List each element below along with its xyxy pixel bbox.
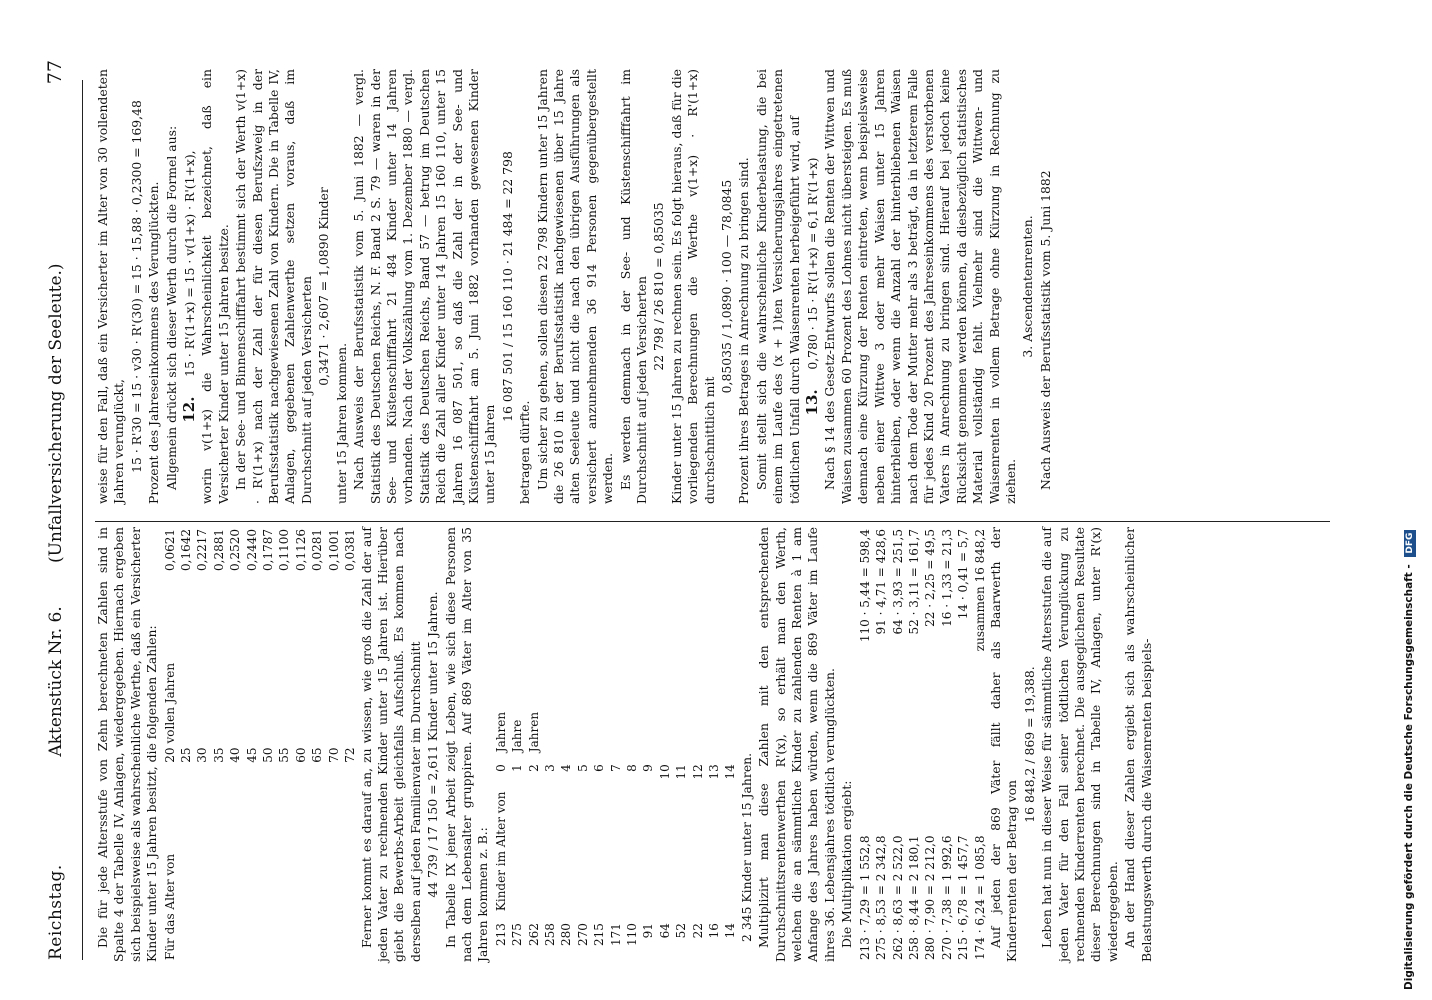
kids-unit xyxy=(575,706,591,758)
kids-unit: Jahren xyxy=(526,711,541,753)
equation-2: 15 · R'(1+x) = 15 · v(1+x) · R'(1+x), xyxy=(182,150,198,377)
frac3-result: · 21 484 = 22 798 xyxy=(499,151,515,264)
kids-age: 3 xyxy=(542,764,557,772)
kids-row xyxy=(542,706,558,952)
right-para-7: betragen dürfte. xyxy=(517,400,533,504)
digitization-note xyxy=(1403,0,1429,1000)
age-value: 30 xyxy=(195,747,210,763)
age-table xyxy=(162,527,359,962)
age-value: 60 xyxy=(293,747,308,763)
kids-age: 7 xyxy=(608,764,623,772)
kids-unit xyxy=(542,706,558,758)
age-label xyxy=(293,604,309,746)
kids-n: 171 xyxy=(608,923,623,946)
kids-n: 52 xyxy=(674,923,689,939)
age-value: 20 xyxy=(162,747,177,763)
mult-right: zusammen 16 848,2 xyxy=(972,529,987,652)
kids-age: 5 xyxy=(575,764,590,772)
frac4-result: = 0,85035 xyxy=(651,202,667,268)
kids-unit xyxy=(624,706,640,758)
kids-n: 280 xyxy=(559,923,574,946)
right-para-1: weise für den Fall, daß ein Versicherter im Alter von 30 vollendeten Jahren verunglückt, xyxy=(95,69,127,504)
age-intro xyxy=(227,778,243,962)
kids-row xyxy=(558,706,574,952)
kids-age: 1 xyxy=(510,764,525,772)
kids-n: 16 xyxy=(707,923,722,939)
kids-row xyxy=(509,706,525,952)
age-row xyxy=(162,527,178,962)
frac1-result: = 2,611 Kinder unter 15 Jahren. xyxy=(425,591,441,795)
mult-left: 215 · 6,78 = 1 457,7 xyxy=(956,835,971,960)
multiplication-table xyxy=(857,527,988,962)
kids-text: Kinder im Alter von xyxy=(493,791,508,912)
mult-left: 213 · 7,29 = 1 552,8 xyxy=(857,835,872,960)
mult-right: 64 · 3,93 = 251,5 xyxy=(890,529,905,635)
kids-age: 2 xyxy=(526,764,541,772)
kids-n: 91 xyxy=(641,923,656,939)
probability-value: 0,2520 xyxy=(228,529,243,571)
right-para-6: Nach Ausweis der Berufsstatistik vom 5. Juni 1882 — vergl. Statistik des Deutschen Reichs, N. F. Band 2 S. 79 — waren in der See- und Küstenschifffahrt 21 484 Kinder unter 14 Jahren vorhanden. Nach der Volkszählung vom 1. Dezember 1880 — vergl. Statistik des Deutschen Reichs, Band 57 — betrug im Deutschen Reich die Zahl aller Kinder unter 14 Jahren 15 160 110, unter 15 Jahren 16 087 501, so daß die Zahl der in der See- und Küstenschifffahrt am 5. Juni 1882 vorhanden gewesenen Kinder unter 15 Jahren xyxy=(351,69,498,504)
right-column xyxy=(95,69,1055,504)
age-value: 25 xyxy=(179,747,194,763)
kids-age: 11 xyxy=(674,764,689,780)
probability-value: 0,0281 xyxy=(310,529,325,571)
mult-right: 16 · 1,33 = 21,3 xyxy=(939,529,954,627)
kids-text xyxy=(722,785,738,917)
equation-12 xyxy=(181,69,198,504)
age-intro: Für das Alter von xyxy=(162,853,177,960)
kids-n: 64 xyxy=(657,923,672,939)
kids-n: 275 xyxy=(510,923,525,946)
age-row xyxy=(211,527,227,962)
kids-row xyxy=(624,706,640,952)
age-value: 72 xyxy=(343,747,358,763)
mult-left: 262 · 8,63 = 2 522,0 xyxy=(890,835,905,960)
left-column xyxy=(95,527,1156,962)
kids-unit xyxy=(657,706,673,758)
age-label xyxy=(178,604,194,746)
age-intro xyxy=(194,778,210,962)
fraction-3: 16 087 501 / 15 160 110 · 21 484 = 22 798 xyxy=(499,151,515,422)
kids-n: 110 xyxy=(625,923,639,946)
probability-value: 0,0381 xyxy=(343,529,358,571)
age-label xyxy=(260,604,276,746)
kids-text xyxy=(591,785,607,917)
age-row xyxy=(244,527,260,962)
kids-age: 13 xyxy=(707,764,722,780)
mult-left: 258 · 8,44 = 2 180,1 xyxy=(906,835,921,960)
probability-value: 0,1100 xyxy=(277,529,292,571)
page-number: 77 xyxy=(44,60,66,85)
frac2-den: 869 xyxy=(1021,731,1037,756)
mult-left: 280 · 7,90 = 2 212,0 xyxy=(923,835,938,960)
mult-right: 22 · 2,25 = 49,5 xyxy=(923,529,938,627)
column-divider xyxy=(95,521,1330,522)
probability-value: 0,1642 xyxy=(179,529,194,571)
age-intro xyxy=(211,778,227,962)
age-value: 50 xyxy=(261,747,276,763)
mult-row xyxy=(857,527,873,962)
kids-age: 14 xyxy=(723,764,738,780)
kids-n: 270 xyxy=(575,923,590,946)
frac1-den: 17 150 xyxy=(425,798,441,843)
right-para-5: unter 15 Jahren kommen. xyxy=(333,342,349,504)
kids-row xyxy=(690,706,706,952)
kids-text xyxy=(673,785,689,917)
age-value: 40 xyxy=(228,747,243,763)
kids-row xyxy=(493,706,509,952)
section-12-label: 12. xyxy=(180,396,199,423)
kids-text xyxy=(542,785,558,917)
frac2-num: 16 848,2 xyxy=(1021,767,1037,823)
kids-text xyxy=(624,785,640,917)
kids-age: 8 xyxy=(625,764,639,772)
header-reichstag: Reichstag. xyxy=(46,864,66,960)
kids-row xyxy=(575,706,591,952)
age-value: 35 xyxy=(211,747,226,763)
section-13-label: 13. xyxy=(803,389,822,416)
mult-left: 270 · 7,38 = 1 992,6 xyxy=(939,835,954,960)
right-para-11: Prozent ihres Betrages in Anrechnung zu bringen sind. xyxy=(736,157,752,504)
mult-left: 174 · 6,24 = 1 085,8 xyxy=(972,835,987,960)
kids-n: 213 xyxy=(493,923,508,946)
mult-right: 14 · 0,41 = 5,7 xyxy=(956,529,971,620)
kids-age: 9 xyxy=(641,764,656,772)
age-row xyxy=(309,527,325,962)
mult-row xyxy=(873,527,889,962)
age-row xyxy=(276,527,292,962)
probability-value: 0,1001 xyxy=(326,529,341,571)
kids-age: 6 xyxy=(592,764,607,772)
kids-n: 215 xyxy=(592,923,607,946)
age-label xyxy=(276,604,292,746)
age-intro xyxy=(326,778,342,962)
frac5-den: 1,0890 xyxy=(719,286,735,331)
age-intro xyxy=(276,778,292,962)
kids-text xyxy=(509,785,525,917)
age-label xyxy=(326,604,342,746)
right-para-10: Kinder unter 15 Jahren zu rechnen sein. Es folgt hieraus, daß für die vorliegenden Berechnungen die Werthe v(1+x) · R'(1+x) durchschnittlich mit xyxy=(668,69,717,504)
kids-row xyxy=(706,706,722,952)
kids-row xyxy=(591,706,607,952)
age-value: 45 xyxy=(244,747,259,763)
age-row xyxy=(227,527,243,962)
kids-n: 14 xyxy=(723,923,738,939)
kids-text xyxy=(608,785,624,917)
kids-unit xyxy=(608,706,624,758)
equation-3: 0,3471 · 2,607 = 1,0890 Kinder xyxy=(316,187,332,386)
mult-right: 110 · 5,44 = 598,4 xyxy=(857,529,872,643)
mult-row xyxy=(939,527,955,962)
left-para-5: Auf jeden der 869 Väter fällt daher als Baarwerth der Kinderrenten der Betrag von xyxy=(987,527,1020,962)
age-label xyxy=(342,604,358,746)
mult-right: 91 · 4,71 = 428,6 xyxy=(874,529,889,635)
frac3-den: 15 160 110 xyxy=(499,267,515,339)
kids-sum: 2 345 Kinder unter 15 Jahren. xyxy=(738,752,754,942)
kids-unit xyxy=(591,706,607,758)
right-para-1b: Prozent des Jahreseinkommens des Verunglückten. xyxy=(146,181,162,504)
kids-unit xyxy=(722,706,738,758)
right-para-2: Allgemein drückt sich dieser Werth durch die Formel aus: xyxy=(163,125,179,490)
age-intro xyxy=(309,778,325,962)
header-subject: (Unfallversicherung der Seeleute.) xyxy=(46,263,66,564)
kids-text xyxy=(706,785,722,917)
kids-table xyxy=(493,706,739,952)
frac5-num: 0,85035 xyxy=(719,342,735,394)
kids-n: 22 xyxy=(690,923,705,939)
equation-13 xyxy=(804,69,821,504)
fraction-1: 44 739 / 17 150 = 2,611 Kinder unter 15 Jahren. xyxy=(425,591,441,898)
age-intro xyxy=(293,778,309,962)
header-aktenstueck: Aktenstück Nr. 6. xyxy=(46,606,66,757)
mult-row xyxy=(972,527,988,962)
kids-text xyxy=(526,785,542,917)
equation-4: 0,780 · 15 · R'(1+x) = 6,1 R'(1+x) xyxy=(805,157,821,370)
digitization-text: Digitalisierung gefördert durch die Deutsche Forschungsgemeinschaft - xyxy=(1403,564,1415,990)
age-value: 70 xyxy=(326,747,341,763)
subsection-heading: 3. Ascendentenrenten. xyxy=(1020,215,1036,358)
age-row xyxy=(260,527,276,962)
kids-text xyxy=(690,785,706,917)
fraction-4: 22 798 / 26 810 = 0,85035 xyxy=(651,202,667,371)
probability-value: 0,2440 xyxy=(244,529,259,571)
left-para-6: Leben hat nun in dieser Weise für sämmtliche Altersstufen die auf jeden Vater für den Fall seiner tödtlichen Verunglückung zu rechnenden Kinderrenten berechnet. Die ausgeglichenen Resultate dieser Berechnungen sind in Tabelle IV, Anlagen, unter R'(x) wiedergegeben. xyxy=(1039,527,1120,962)
left-para-2: Ferner kommt es darauf an, zu wissen, wie groß die Zahl der auf jeden Vater zu rechnenden Kinder unter 15 Jahren ist. Hierüber giebt die Bewerbs-Arbeit gleichfalls Aufschluß. Es kommen nach derselben auf jeden Familienvater im Durchschnitt xyxy=(358,527,423,962)
kids-age: 10 xyxy=(657,764,672,780)
probability-value: 0,2881 xyxy=(211,529,226,571)
kids-n: 258 xyxy=(542,923,557,946)
mult-intro: Die Multiplikation ergiebt: xyxy=(839,780,855,948)
right-para-9: Es werden demnach in der See- und Küstenschifffahrt im Durchschnitt auf jeden Versicherten xyxy=(617,69,649,504)
frac3-num: 16 087 501 xyxy=(499,350,515,422)
age-value: 55 xyxy=(277,747,292,763)
age-label xyxy=(244,604,260,746)
age-row xyxy=(342,527,358,962)
age-label xyxy=(211,604,227,746)
kids-age: 4 xyxy=(559,764,574,772)
header-rule xyxy=(82,80,83,960)
kids-unit xyxy=(706,706,722,758)
fraction-5: 0,85035 / 1,0890 · 100 — 78,0845 xyxy=(719,179,735,394)
mult-row xyxy=(890,527,906,962)
right-para-14: Nach Ausweis der Berufsstatistik vom 5. Juni 1882 xyxy=(1037,170,1053,490)
kids-n: 262 xyxy=(526,923,541,946)
left-para-7: An der Hand dieser Zahlen ergiebt sich als wahrscheinlicher Belastungswerth durch die Waisenrenten beispiels- xyxy=(1122,527,1154,962)
probability-value: 0,2217 xyxy=(195,529,210,571)
age-row xyxy=(194,527,210,962)
age-label xyxy=(309,604,325,746)
age-row xyxy=(178,527,194,962)
frac2-result: = 19,388. xyxy=(1021,666,1037,728)
kids-row xyxy=(673,706,689,952)
mult-row xyxy=(906,527,922,962)
kids-age: 12 xyxy=(690,764,705,780)
page-header xyxy=(40,60,80,960)
digitization-note-text xyxy=(1403,10,1416,990)
age-intro xyxy=(244,778,260,962)
kids-unit: Jahre xyxy=(510,719,525,753)
right-para-8: Um sicher zu gehen, sollen diesen 22 798 Kindern unter 15 Jahren die 26 810 in der Berufsstatistik nachgewiesenen über 15 Jahre alten Seeleute und nicht die nach den übrigen Ausführungen als versichert anzunehmenden 36 914 Personen gegenübergestellt werden. xyxy=(534,69,616,504)
age-row xyxy=(293,527,309,962)
kids-text xyxy=(558,785,574,917)
age-label xyxy=(227,604,243,746)
probability-value: 0,1787 xyxy=(261,529,276,571)
age-intro xyxy=(342,778,358,962)
mult-row xyxy=(922,527,938,962)
kids-text xyxy=(657,785,673,917)
header-title xyxy=(46,60,66,960)
frac5-result: · 100 — 78,0845 xyxy=(719,179,735,283)
equation-1: 15 · R'30 = 15 · v30 · R'(30) = 15 · 15,88 · 0,2300 = 169,48 xyxy=(128,100,144,473)
age-label xyxy=(194,604,210,746)
right-para-4: In der See- und Binnenschifffahrt bestimmt sich der Werth v(1+x) · R'(1+x) nach der Zahl der für diesen Berufszweig in der Berufsstatistik nachgewiesenen Zahl von Kindern. Die in Tabelle IV, Anlagen, gegebenen Zahlenwerthe setzen voraus, daß im Durchschnitt auf jeden Versicherten xyxy=(233,69,314,504)
kids-age: 0 xyxy=(493,764,508,772)
dfg-logo: DFG xyxy=(1404,530,1416,557)
frac1-num: 44 739 xyxy=(425,854,441,898)
kids-unit xyxy=(558,706,574,758)
right-para-13: Nach § 14 des Gesetz-Entwurfs sollen die Renten der Wittwen und Waisen zusammen 60 Prozent des Lohnes nicht übersteigen. Es muß demnach eine Kürzung der Renten eintreten, wenn beispielsweise neben einer Wittwe 3 oder mehr Waisen unter 15 Jahren hinterbleiben, oder wenn die Anzahl der hinterbliebenen Waisen nach dem Tode der Mutter mehr als 3 beträgt, da in letzterem Falle für jedes Kind 20 Prozent des Jahreseinkommens des verstorbenen Vaters in Anrechnung zu bringen sind. Hierauf bei jedoch keine Rücksicht genommen werden können, da diesbezüglich statistisches Material vollständig fehlt. Vielmehr sind die Wittwen- und Waisenrenten in vollem Betrage ohne Kürzung in Rechnung zu ziehen. xyxy=(822,69,1018,504)
mult-right: 52 · 3,11 = 161,7 xyxy=(906,529,921,635)
age-label: vollen Jahren xyxy=(162,662,177,744)
probability-value: 0,1126 xyxy=(293,529,308,571)
kids-unit xyxy=(673,706,689,758)
frac4-num: 22 798 xyxy=(651,327,667,371)
frac4-den: 26 810 xyxy=(651,271,667,316)
right-para-3: worin v(1+x) die Wahrscheinlichkeit bezeichnet, daß ein Versicherter Kinder unter 15 Jahren besitze. xyxy=(199,69,231,504)
left-para-3: In Tabelle IX jener Arbeit zeigt Leben, wie sich diese Personen nach dem Lebensalter gruppiren. Auf 869 Väter im Alter von 35 Jahren kommen z. B.: xyxy=(442,527,491,962)
kids-text xyxy=(640,785,656,917)
kids-row xyxy=(640,706,656,952)
probability-value: 0,0621 xyxy=(162,529,177,571)
kids-unit xyxy=(690,706,706,758)
kids-row xyxy=(608,706,624,952)
kids-row xyxy=(657,706,673,952)
age-intro xyxy=(260,778,276,962)
left-para-1: Die für jede Altersstufe von Zehn berechneten Zahlen sind in Spalte 4 der Tabelle IV, Anlagen, wiedergegeben. Hiernach ergeben sich beispielsweise als wahrscheinliche Werthe, daß ein Versicherter Kinder unter 15 Jahren besitzt, die folgenden Zahlen: xyxy=(95,527,160,962)
kids-row xyxy=(526,706,542,952)
kids-row xyxy=(722,706,738,952)
mult-left: 275 · 8,53 = 2 342,8 xyxy=(874,835,889,960)
kids-unit xyxy=(640,706,656,758)
age-value: 65 xyxy=(310,747,325,763)
right-para-12: Somit stellt sich die wahrscheinliche Kinderbelastung, die bei einem im Laufe des (x + 1)ten Versicherungsjahres eingetretenen tödtlichen Unfall durch Waisenrenten herbeigeführt wird, auf xyxy=(753,69,802,504)
kids-unit: Jahren xyxy=(493,711,508,753)
mult-row xyxy=(955,527,971,962)
fraction-2: 16 848,2 / 869 = 19,388. xyxy=(1021,666,1037,823)
age-intro xyxy=(178,778,194,962)
kids-text xyxy=(575,785,591,917)
left-para-4: Multiplizirt man diese Zahlen mit den entsprechenden Durchschnittsrentenwerthen R'(x), so erhält man den Werth, welchen die an sämmtliche Kinder zu zahlenden Renten à 1 am Anfange des Jahres haben würden, wenn die 869 Väter im Laufe ihres 36. Lebensjahres tödtlich verunglückten. xyxy=(756,527,837,962)
age-row xyxy=(326,527,342,962)
